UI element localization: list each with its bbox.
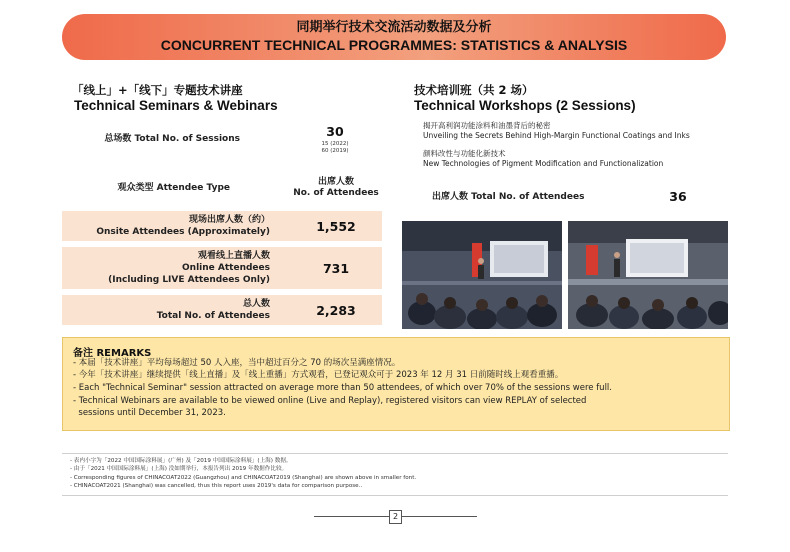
workshop-attendees-label: 出席人数 Total No. of Attendees bbox=[432, 192, 585, 202]
workshop-2-zh: 颜料改性与功能化新技术 bbox=[423, 149, 506, 158]
online-label-zh: 观看线上直播人数 bbox=[197, 251, 270, 261]
seminars-title-en: Technical Seminars & Webinars bbox=[74, 98, 278, 113]
workshops-title-zh: 技术培训班（共 2 场） bbox=[414, 83, 534, 97]
seminar-photo bbox=[402, 221, 562, 329]
total-sessions-value: 30 bbox=[326, 124, 344, 139]
total-sessions-2022: 15 (2022) bbox=[321, 141, 349, 147]
attendees-header-en: No. of Attendees bbox=[293, 188, 379, 198]
remark-line: - Technical Webinars are available to be viewed online (Live and Replay), registered visitors can view REPLAY of selected bbox=[73, 396, 587, 406]
online-label-en: Online Attendees bbox=[182, 263, 270, 273]
total-sessions-2019: 60 (2019) bbox=[321, 148, 349, 154]
workshops-title-en: Technical Workshops (2 Sessions) bbox=[414, 98, 636, 113]
onsite-label-zh: 现场出席人数（约） bbox=[188, 215, 270, 225]
total-label-en: Total No. of Attendees bbox=[156, 311, 270, 321]
total-value: 2,283 bbox=[316, 303, 356, 318]
workshop-2-en: New Technologies of Pigment Modification and Functionalization bbox=[423, 159, 664, 168]
header-banner bbox=[62, 14, 726, 60]
remark-line: - 今年「技术讲座」继续提供「线上直播」及「线上重播」方式观看，已登记观众可于 2023 年 12 月 31 日前随时线上观看重播。 bbox=[73, 370, 564, 380]
footnotes bbox=[62, 453, 728, 496]
remark-line: - 本届「技术讲座」平均每场超过 50 人入座，当中超过百分之 70 的场次呈满座情况。 bbox=[73, 358, 401, 368]
onsite-label-en: Onsite Attendees (Approximately) bbox=[96, 227, 270, 237]
seminars-title-zh: 「线上」+「线下」专题技术讲座 bbox=[72, 83, 243, 97]
page-number: 2 bbox=[389, 510, 402, 524]
workshop-photo bbox=[568, 221, 728, 329]
online-value: 731 bbox=[322, 261, 350, 276]
workshop-1-zh: 揭开高利润功能涂料和油墨背后的秘密 bbox=[423, 121, 551, 130]
online-label-en2: (Including LIVE Attendees Only) bbox=[108, 275, 270, 285]
workshop-attendees-value: 36 bbox=[669, 189, 687, 204]
workshop-1-en: Unveiling the Secrets Behind High-Margin Functional Coatings and Inks bbox=[423, 131, 690, 140]
attendee-type-label: 观众类型 Attendee Type bbox=[117, 183, 230, 193]
onsite-value: 1,552 bbox=[316, 219, 356, 234]
remark-line: - Each "Technical Seminar" session attracted on average more than 50 attendees, of which over 70% of the sessions were full. bbox=[73, 383, 612, 393]
banner-title-en: CONCURRENT TECHNICAL PROGRAMMES: STATISTICS & ANALYSIS bbox=[160, 37, 628, 53]
remarks-box bbox=[62, 337, 730, 431]
footnote: - 表内小字为「2022 中国国际涂料展」(广州) 及「2019 中国国际涂料展」(上海) 数据。 bbox=[70, 458, 292, 464]
footnote: - CHINACOAT2021 (Shanghai) was cancelled, thus this report uses 2019's data for comparison purpose.. bbox=[70, 483, 363, 489]
footnote: - 由于「2021 中国国际涂料展」(上海) 没如期举行，本报告列出 2019 年数据作比较。 bbox=[70, 466, 288, 472]
remarks-title: 备注 REMARKS bbox=[73, 348, 152, 359]
total-sessions-label: 总场数 Total No. of Sessions bbox=[104, 134, 240, 144]
banner-title-zh: 同期举行技术交流活动数据及分析 bbox=[296, 20, 492, 35]
remark-line: sessions until December 31, 2023. bbox=[73, 408, 226, 418]
page-rule-left bbox=[314, 516, 389, 517]
page-rule-right bbox=[402, 516, 477, 517]
footnote: - Corresponding figures of CHINACOAT2022 (Guangzhou) and CHINACOAT2019 (Shanghai) are shown above in smaller font. bbox=[70, 475, 417, 481]
total-label-zh: 总人数 bbox=[242, 299, 270, 309]
attendees-header-zh: 出席人数 bbox=[317, 177, 354, 187]
